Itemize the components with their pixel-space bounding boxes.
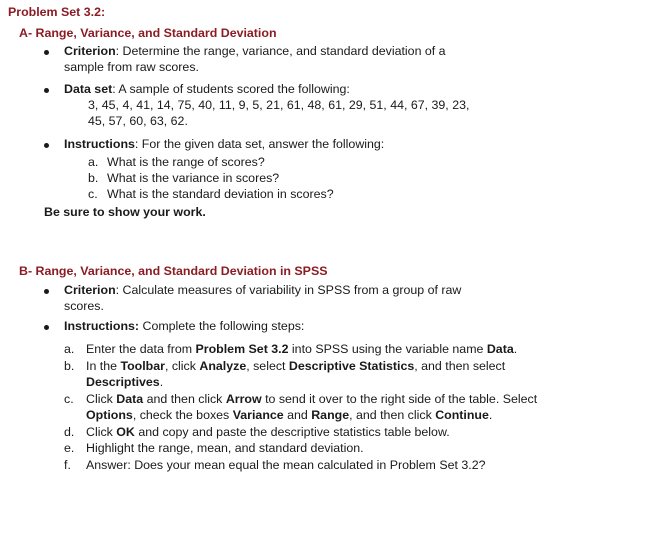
step-a <box>64 342 517 357</box>
step-text: , click <box>164 359 200 373</box>
data-values-line-2: 45, 57, 60, 63, 62. <box>88 114 188 128</box>
step-text: . <box>488 408 493 422</box>
question-item <box>88 171 279 186</box>
step-bold-text: Arrow <box>225 392 262 406</box>
section-a-criterion-cont: sample from raw scores. <box>64 60 199 74</box>
question-text: What is the range of scores? <box>107 155 265 169</box>
step-bold-text: Descriptives <box>86 375 160 389</box>
step-text: and then click <box>143 392 226 406</box>
bullet-icon <box>44 143 49 148</box>
section-b-heading: B- Range, Variance, and Standard Deviation in SPSS <box>19 264 328 278</box>
step-c <box>64 392 537 407</box>
step-b-cont <box>86 375 163 390</box>
section-b-criterion-cont: scores. <box>64 299 104 313</box>
instructions-label: Instructions <box>64 137 135 151</box>
step-bold-text: Variance <box>232 408 284 422</box>
step-text: Answer: Does your mean equal the mean calculated in Problem Set 3.2? <box>86 458 486 472</box>
criterion-label: Criterion <box>64 44 116 58</box>
step-text: Highlight the range, mean, and standard deviation. <box>86 441 364 455</box>
step-marker: b. <box>64 359 75 373</box>
question-marker: b. <box>88 171 99 185</box>
step-text: . <box>159 375 164 389</box>
step-bold-text: Range <box>311 408 350 422</box>
step-bold-text: Problem Set 3.2 <box>195 342 289 356</box>
bullet-icon <box>44 289 49 294</box>
criterion-text: : Calculate measures of variability in SPSS from a group of raw <box>115 283 462 297</box>
show-work-note: Be sure to show your work. <box>44 205 206 219</box>
step-bold-text: Data <box>116 392 144 406</box>
step-text: and <box>283 408 312 422</box>
step-bold-text: Toolbar <box>120 359 165 373</box>
step-bold-text: Continue <box>435 408 489 422</box>
criterion-text: : Determine the range, variance, and standard deviation of a <box>115 44 446 58</box>
data-values-line-1: 3, 45, 4, 41, 14, 75, 40, 11, 9, 5, 21, 61, 48, 61, 29, 51, 44, 67, 39, 23, <box>88 98 470 112</box>
question-item <box>88 155 265 170</box>
problem-set-title: Problem Set 3.2: <box>8 5 106 19</box>
step-text: , and then select <box>414 359 506 373</box>
step-text: , select <box>246 359 289 373</box>
step-text: Enter the data from <box>86 342 196 356</box>
question-marker: a. <box>88 155 99 169</box>
step-bold-text: OK <box>116 425 135 439</box>
instructions-text: Complete the following steps: <box>139 319 305 333</box>
step-c-cont <box>86 408 492 423</box>
step-text: . <box>513 342 518 356</box>
criterion-label: Criterion <box>64 283 116 297</box>
step-text: Click <box>86 392 117 406</box>
step-f <box>64 458 485 473</box>
step-text: , and then click <box>349 408 436 422</box>
step-b <box>64 359 505 374</box>
question-marker: c. <box>88 187 98 201</box>
section-a-instructions <box>64 137 384 152</box>
data-set-intro: : A sample of students scored the following: <box>112 82 350 96</box>
step-marker: c. <box>64 392 74 406</box>
data-set-label: Data set <box>64 82 113 96</box>
step-marker: f. <box>64 458 71 472</box>
bullet-icon <box>44 325 49 330</box>
section-a-criterion <box>64 44 446 59</box>
question-item <box>88 187 334 202</box>
step-marker: d. <box>64 425 75 439</box>
step-bold-text: Analyze <box>199 359 247 373</box>
step-text: In the <box>86 359 121 373</box>
question-text: What is the standard deviation in scores? <box>107 187 334 201</box>
section-a-heading: A- Range, Variance, and Standard Deviation <box>19 26 277 40</box>
step-bold-text: Descriptive Statistics <box>288 359 415 373</box>
bullet-icon <box>44 88 49 93</box>
step-text: and copy and paste the descriptive statistics table below. <box>134 425 450 439</box>
step-marker: a. <box>64 342 75 356</box>
step-marker: e. <box>64 441 75 455</box>
step-text: into SPSS using the variable name <box>288 342 487 356</box>
step-text: to send it over to the right side of the table. Select <box>261 392 538 406</box>
question-text: What is the variance in scores? <box>107 171 280 185</box>
bullet-icon <box>44 50 49 55</box>
section-b-instructions <box>64 319 304 334</box>
step-bold-text: Options <box>86 408 133 422</box>
instructions-label: Instructions: <box>64 319 140 333</box>
section-a-data-set <box>64 82 350 97</box>
step-e <box>64 441 364 456</box>
step-d <box>64 425 450 440</box>
step-bold-text: Data <box>486 342 514 356</box>
step-text: , check the boxes <box>132 408 233 422</box>
step-text: Click <box>86 425 117 439</box>
section-b-criterion <box>64 283 461 298</box>
instructions-text: : For the given data set, answer the following: <box>134 137 385 151</box>
